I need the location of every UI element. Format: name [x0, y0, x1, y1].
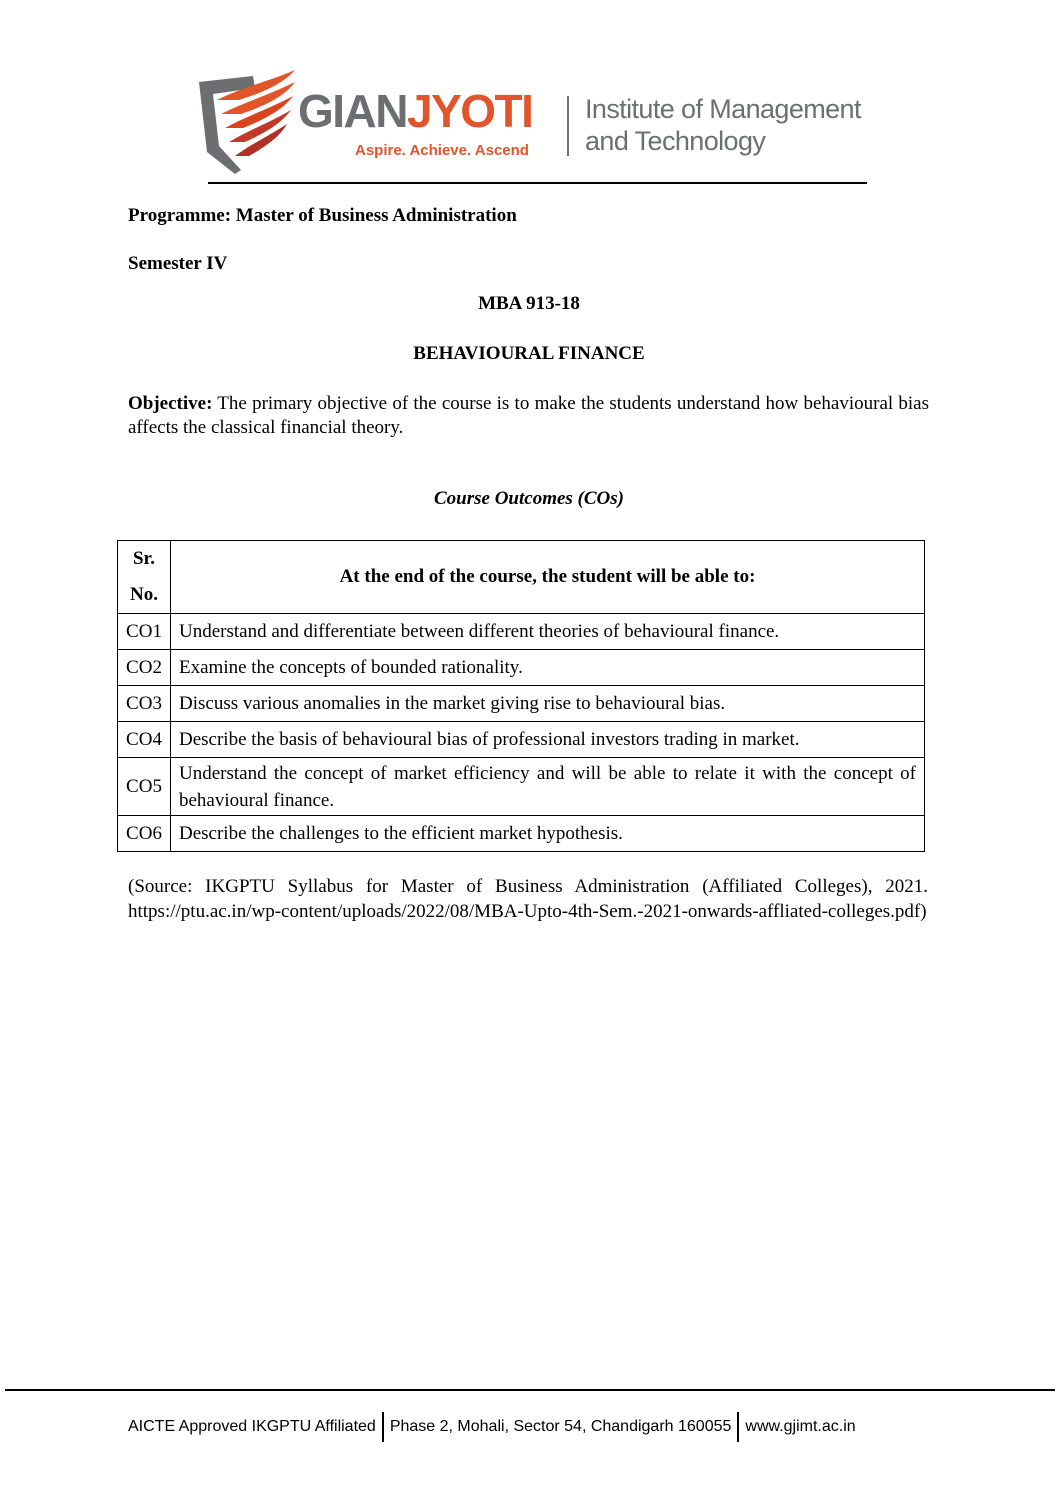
co-description: Describe the basis of behavioural bias of professional investors trading in market. [171, 722, 925, 758]
footer [128, 1412, 856, 1442]
table-row [118, 722, 925, 758]
brand-tagline: Aspire. Achieve. Ascend [355, 142, 529, 159]
co-id: CO4 [118, 722, 171, 758]
institute-name-line1: Institute of Management [585, 94, 861, 124]
co-id: CO3 [118, 686, 171, 722]
course-outcomes-table [117, 540, 925, 852]
objective-text: The primary objective of the course is to make the students understand how behavioural bias affects the classical financial theory. [128, 393, 929, 438]
institute-name [585, 93, 861, 157]
table-row [118, 758, 925, 816]
footer-divider [382, 1412, 384, 1442]
co-description: Understand the concept of market efficiency and will be able to relate it with the concept of behavioural finance. [171, 758, 925, 816]
co-id: CO2 [118, 650, 171, 686]
co-id: CO5 [118, 758, 171, 816]
table-row [118, 614, 925, 650]
footer-address: Phase 2, Mohali, Sector 54, Chandigarh 160055 [389, 1418, 732, 1435]
programme-heading: Programme: Master of Business Administration [128, 205, 517, 226]
brand-part-jyoti: JYOTI [407, 85, 533, 137]
table-row [118, 650, 925, 686]
course-title: BEHAVIOURAL FINANCE [413, 343, 645, 364]
brand-name [298, 85, 533, 137]
letterhead [195, 66, 875, 176]
footer-website: www.gjimt.ac.in [745, 1418, 856, 1435]
header-sr-line2: No. [130, 584, 158, 605]
objective-paragraph [128, 392, 929, 440]
header-divider [567, 96, 569, 156]
co-id: CO6 [118, 816, 171, 852]
source-citation: (Source: IKGPTU Syllabus for Master of Business Administration (Affiliated Colleges), 2021. https://ptu.ac.in/wp-content/uploads/2022/08/MBA-Upto-4th-Sem.-2021-onwards-affliated-colleges.pdf) [128, 876, 928, 922]
course-code: MBA 913-18 [478, 293, 580, 314]
objective-label: Objective: [128, 393, 213, 414]
header-sr-no [118, 541, 171, 614]
table-row [118, 816, 925, 852]
footer-divider [737, 1412, 739, 1442]
co-description: Understand and differentiate between different theories of behavioural finance. [171, 614, 925, 650]
header-description: At the end of the course, the student will be able to: [171, 541, 925, 614]
co-description: Discuss various anomalies in the market giving rise to behavioural bias. [171, 686, 925, 722]
header-rule [208, 182, 867, 184]
header-sr-line1: Sr. [132, 548, 155, 569]
shield-logo-icon [195, 66, 300, 176]
course-outcomes-title: Course Outcomes (COs) [433, 488, 624, 509]
co-description: Examine the concepts of bounded rationality. [171, 650, 925, 686]
semester-heading: Semester IV [128, 253, 228, 274]
table-header-row [118, 541, 925, 614]
co-id: CO1 [118, 614, 171, 650]
footer-rule [5, 1389, 1055, 1391]
footer-affiliation: AICTE Approved IKGPTU Affiliated [128, 1418, 376, 1435]
institute-name-line2: and Technology [585, 126, 766, 156]
table-row [118, 686, 925, 722]
co-description: Describe the challenges to the efficient market hypothesis. [171, 816, 925, 852]
brand-part-gian: GIAN [298, 85, 407, 137]
